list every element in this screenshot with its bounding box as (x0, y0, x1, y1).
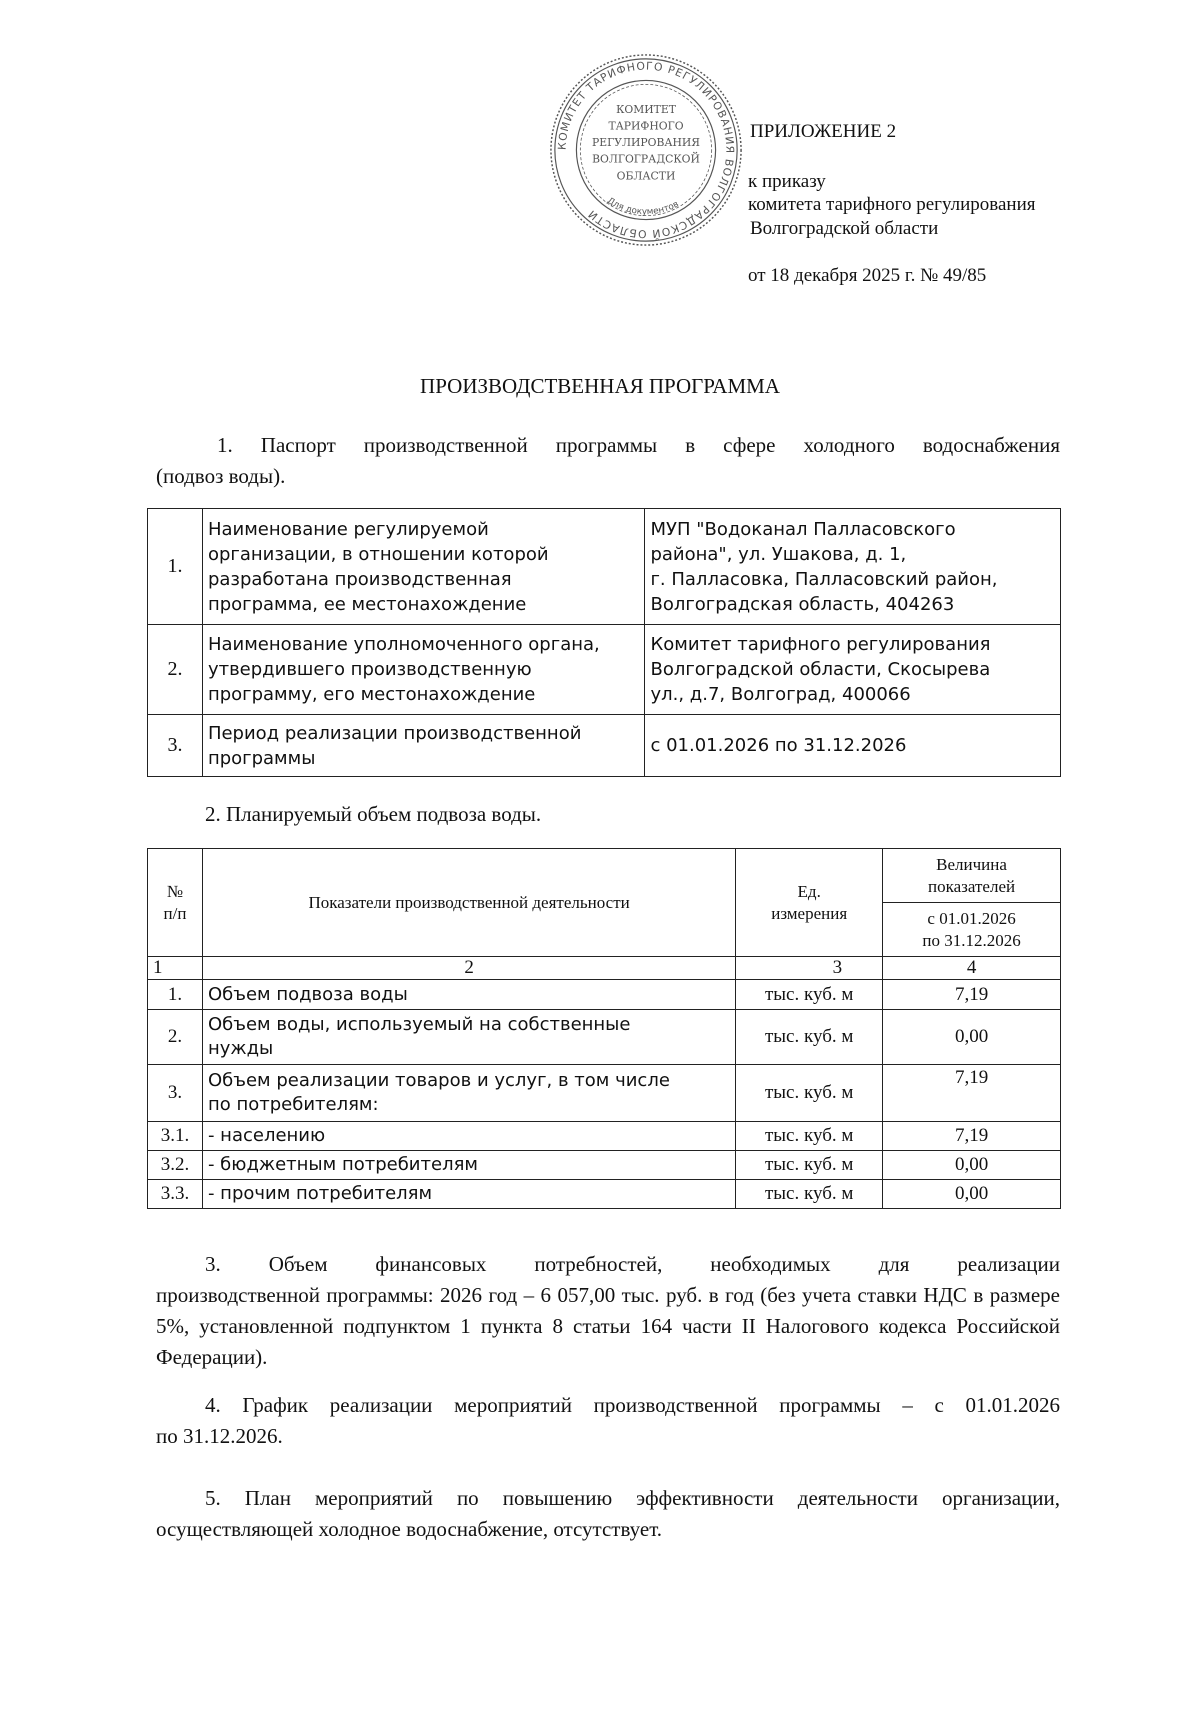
row-number: 2. (148, 1010, 203, 1065)
label-line: Наименование уполномоченного органа, (207, 634, 600, 655)
indicator-line: по потребителям: (207, 1094, 379, 1115)
row-number: 3. (148, 1065, 203, 1122)
row-number: 3.2. (148, 1151, 203, 1180)
header-line: Ед. (797, 881, 821, 901)
committee-seal (548, 52, 744, 248)
row-value: 7,19 (883, 1065, 1061, 1122)
row-value: 7,19 (883, 980, 1061, 1010)
value-line: г. Палласовка, Палласовский район, (650, 568, 998, 590)
row-number: 3.1. (148, 1122, 203, 1151)
row-label (202, 509, 645, 625)
column-number-row (148, 957, 1061, 980)
row-value (645, 625, 1061, 715)
row-indicator (202, 1010, 735, 1065)
row-unit: тыс. куб. м (736, 1122, 883, 1151)
header-line: п/п (163, 903, 187, 923)
table-row (148, 1065, 1061, 1122)
region-label: Волгоградской области (750, 218, 939, 239)
committee-label: комитета тарифного регулирования (748, 194, 1036, 215)
seal-line-2: ТАРИФНОГО (608, 119, 684, 133)
seal-line-1: КОМИТЕТ (616, 102, 676, 116)
row-number: 2. (148, 625, 203, 715)
section-2-heading: 2. Планируемый объем подвоза воды. (205, 802, 542, 826)
section-1-heading: 1. Паспорт производственной программы в сфере холодного водоснабжения (217, 433, 1060, 457)
col-number-2: 2 (202, 957, 735, 980)
row-number: 3.3. (148, 1180, 203, 1209)
label-line: программа, ее местонахождение (207, 593, 527, 615)
label-line: программу, его местонахождение (207, 684, 536, 705)
section-3-first-line: 3. Объем финансовых потребностей, необходимых для реализации (205, 1252, 1060, 1276)
row-value: 0,00 (883, 1180, 1061, 1209)
section-1-heading-cont: (подвоз воды). (156, 464, 286, 488)
table-row (148, 1151, 1061, 1180)
seal-line-3: РЕГУЛИРОВАНИЯ (592, 136, 700, 150)
row-number: 1. (148, 509, 203, 625)
table-row (148, 1180, 1061, 1209)
row-indicator (202, 1065, 735, 1122)
svg-text:Для документов (605, 196, 680, 217)
header-line: № (166, 881, 184, 901)
table-row (148, 715, 1061, 777)
label-line: программы (207, 747, 316, 769)
value-line: Комитет тарифного регулирования (650, 634, 991, 655)
row-label (202, 715, 645, 777)
section-4-cont: по 31.12.2026. (156, 1424, 283, 1448)
indicator-line: Объем воды, используемый на собственные (207, 1014, 631, 1035)
passport-table (147, 508, 1061, 777)
header-line: с 01.01.2026 (927, 908, 1016, 928)
table-row (148, 509, 1061, 625)
row-indicator: - бюджетным потребителям (202, 1151, 735, 1180)
label-line: разработана производственная (207, 568, 512, 590)
label-line: организации, в отношении которой (207, 543, 549, 565)
row-indicator: - прочим потребителям (202, 1180, 735, 1209)
indicator-line: Объем реализации товаров и услуг, в том числе (207, 1070, 670, 1091)
value-line: ул., д.7, Волгоград, 400066 (650, 684, 911, 705)
col-header-period (883, 903, 1061, 957)
seal-bottom-text: Для документов (605, 195, 681, 218)
page-title: ПРОИЗВОДСТВЕННАЯ ПРОГРАММА (420, 374, 780, 398)
value-line: МУП "Водоканал Палласовского (650, 518, 956, 540)
col-number-1: 1 (148, 957, 203, 980)
value-line: Волгоградской области, Скосырева (650, 659, 991, 680)
header-line: показателей (928, 876, 1016, 896)
label-line: Наименование регулируемой (207, 518, 489, 540)
row-unit: тыс. куб. м (736, 980, 883, 1010)
section-5-first-line: 5. План мероприятий по повышению эффективности деятельности организации, (205, 1486, 1060, 1510)
col-header-number (148, 849, 203, 957)
label-line: утвердившего производственную (207, 659, 532, 680)
row-number: 1. (148, 980, 203, 1010)
seal-line-5: ОБЛАСТИ (616, 169, 676, 183)
row-label (202, 625, 645, 715)
table-row (148, 1122, 1061, 1151)
col-header-value (883, 849, 1061, 903)
label-line: Период реализации производственной (207, 722, 582, 744)
col-header-unit (736, 849, 883, 957)
appendix-label: ПРИЛОЖЕНИЕ 2 (750, 121, 897, 142)
header-line: Величина (936, 854, 1007, 874)
col-number-3: 3 (736, 957, 883, 980)
row-unit: тыс. куб. м (736, 1180, 883, 1209)
volume-table (147, 848, 1061, 1209)
row-value: 0,00 (883, 1151, 1061, 1180)
row-value (645, 509, 1061, 625)
seal-outer-text: КОМИТЕТ ТАРИФНОГО РЕГУЛИРОВАНИЯ ВОЛГОГРАДСКОЙ ОБЛАСТИ (555, 59, 737, 241)
seal-line-4: ВОЛГОГРАДСКОЙ (592, 152, 700, 166)
value-line: района", ул. Ушакова, д. 1, (650, 543, 907, 565)
row-unit: тыс. куб. м (736, 1151, 883, 1180)
section-4-first-line: 4. График реализации мероприятий производственной программы – с 01.01.2026 (205, 1393, 1060, 1417)
table-row (148, 625, 1061, 715)
row-indicator: Объем подвоза воды (202, 980, 735, 1010)
row-value: с 01.01.2026 по 31.12.2026 (645, 715, 1061, 777)
header-line: измерения (771, 903, 848, 923)
row-number: 3. (148, 715, 203, 777)
value-line: Волгоградская область, 404263 (650, 593, 955, 615)
row-unit: тыс. куб. м (736, 1010, 883, 1065)
order-date-number: от 18 декабря 2025 г. № 49/85 (748, 265, 987, 286)
section-5-cont: осуществляющей холодное водоснабжение, отсутствует. (156, 1517, 663, 1541)
row-indicator: - населению (202, 1122, 735, 1151)
header-line: по 31.12.2026 (922, 930, 1021, 950)
row-value: 0,00 (883, 1010, 1061, 1065)
table-row (148, 1010, 1061, 1065)
table-row (148, 980, 1061, 1010)
col-number-4: 4 (883, 957, 1061, 980)
section-3-body: производственной программы: 2026 год – 6 057,00 тыс. руб. в год (без учета ставки НДС в размере 5%, установленной подпунктом 1 пункта 8 статьи 164 части II Налогового кодекса Российской Федерации). (156, 1283, 1060, 1369)
header-row (148, 849, 1061, 903)
to-order-label: к приказу (748, 171, 826, 192)
col-header-indicator: Показатели производственной деятельности (202, 849, 735, 957)
indicator-line: нужды (207, 1038, 274, 1059)
row-value: 7,19 (883, 1122, 1061, 1151)
row-unit: тыс. куб. м (736, 1065, 883, 1122)
